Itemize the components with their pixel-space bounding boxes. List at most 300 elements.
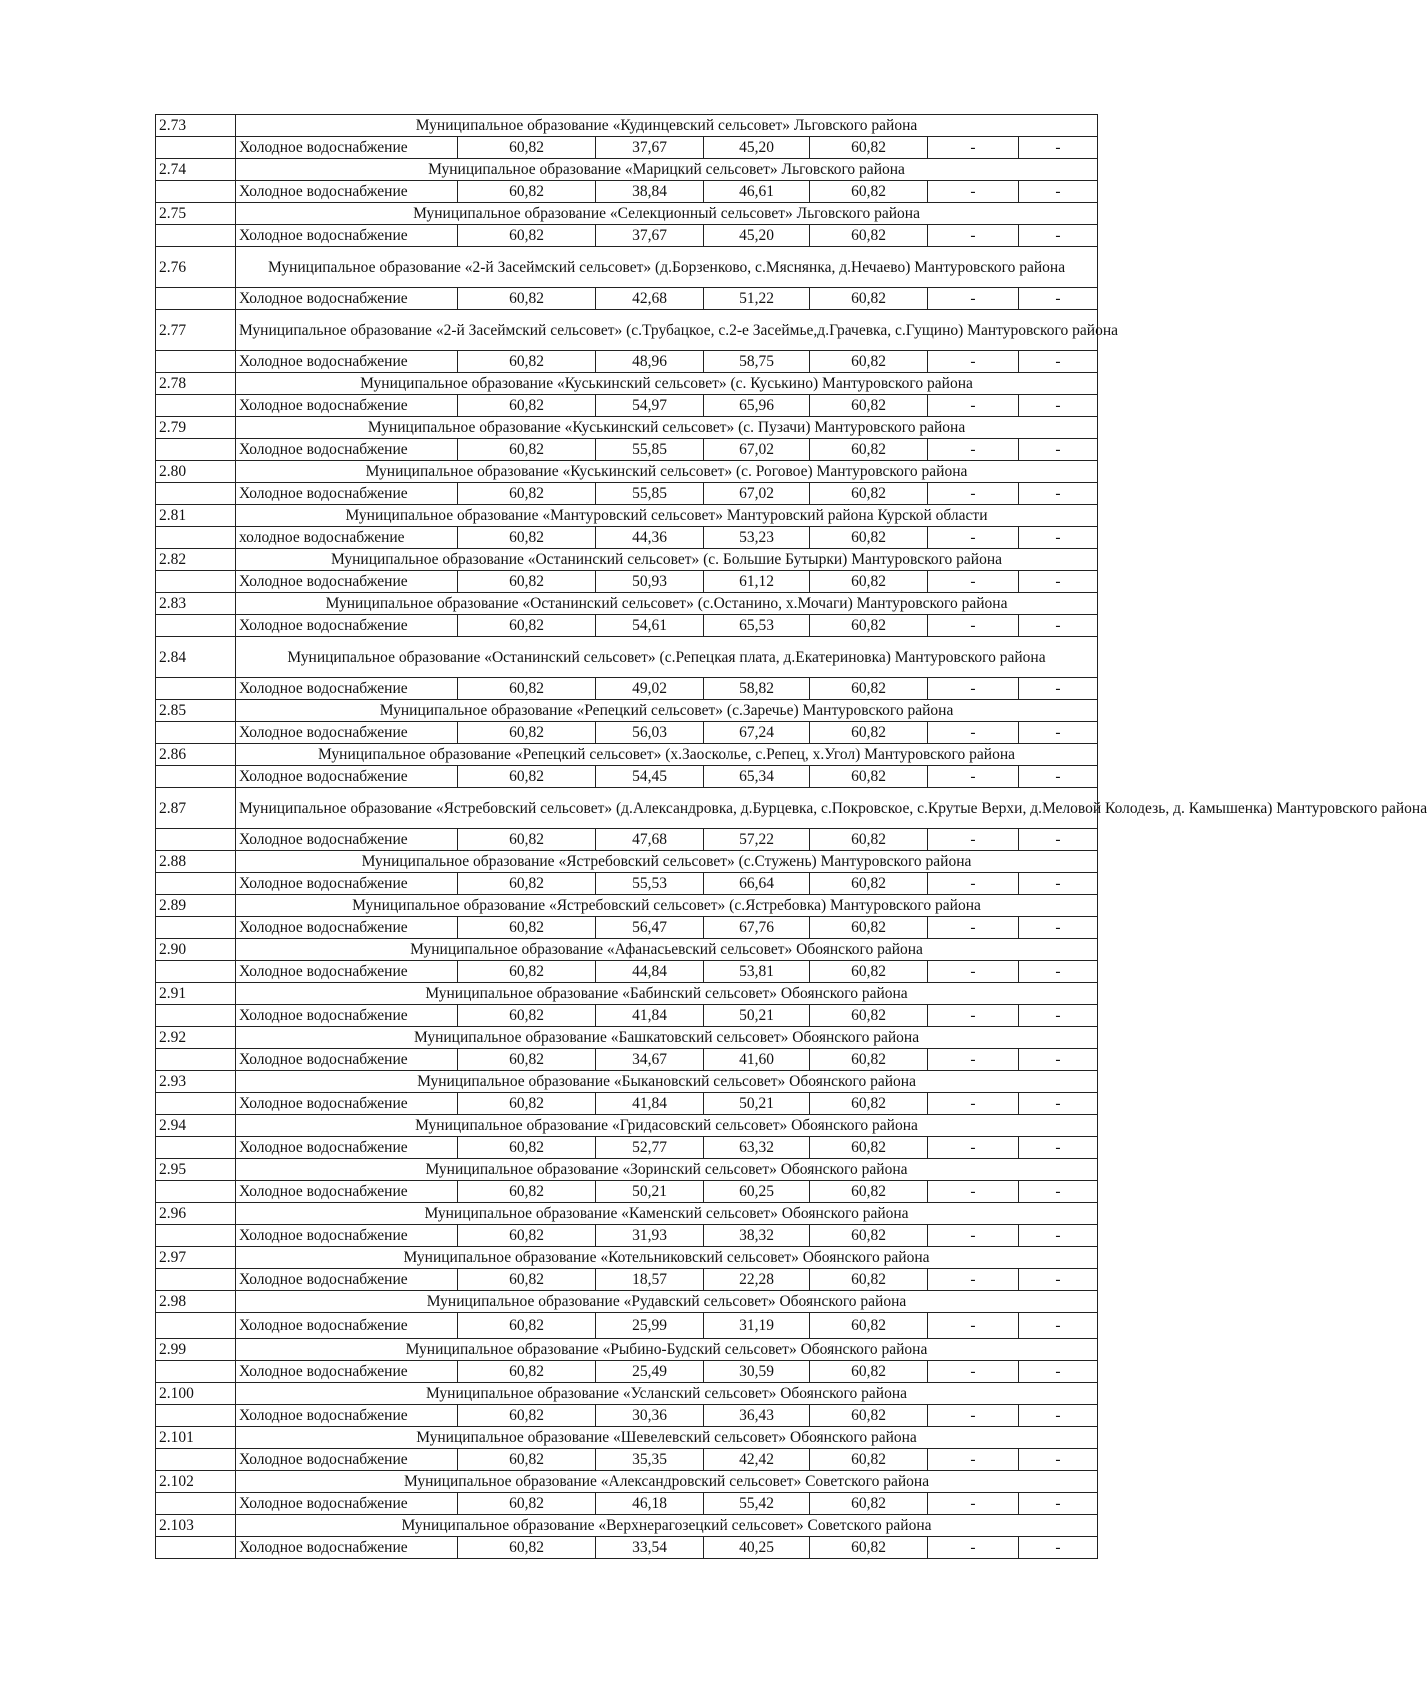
tariff-value: 41,84 bbox=[596, 1093, 704, 1115]
empty-cell bbox=[156, 1181, 236, 1203]
tariff-value: 60,82 bbox=[810, 722, 928, 744]
tariff-value: 60,82 bbox=[458, 527, 596, 549]
item-number: 2.96 bbox=[156, 1203, 236, 1225]
tariff-value: 41,84 bbox=[596, 1005, 704, 1027]
tariff-value: 60,82 bbox=[458, 1405, 596, 1427]
tariff-value: 58,75 bbox=[704, 351, 810, 373]
tariff-value: 51,22 bbox=[704, 288, 810, 310]
tariff-value: 44,36 bbox=[596, 527, 704, 549]
section-header-row bbox=[156, 593, 1098, 615]
dash-value: - bbox=[1019, 1005, 1098, 1027]
service-label: Холодное водоснабжение bbox=[236, 722, 458, 744]
tariff-value: 36,43 bbox=[704, 1405, 810, 1427]
dash-value: - bbox=[928, 1049, 1019, 1071]
item-number: 2.79 bbox=[156, 417, 236, 439]
section-header-row bbox=[156, 1071, 1098, 1093]
tariff-value: 60,82 bbox=[458, 1313, 596, 1339]
item-number: 2.91 bbox=[156, 983, 236, 1005]
dash-value: - bbox=[1019, 961, 1098, 983]
tariff-value: 47,68 bbox=[596, 829, 704, 851]
dash-value: - bbox=[928, 1225, 1019, 1247]
tariff-value: 60,82 bbox=[810, 1537, 928, 1559]
empty-cell bbox=[156, 288, 236, 310]
empty-cell bbox=[156, 483, 236, 505]
dash-value: - bbox=[928, 1361, 1019, 1383]
dash-value: - bbox=[1019, 1361, 1098, 1383]
tariff-value: 60,82 bbox=[458, 917, 596, 939]
municipality-title: Муниципальное образование «Кудинцевский сельсовет» Льговского района bbox=[236, 115, 1098, 137]
tariff-value: 31,93 bbox=[596, 1225, 704, 1247]
tariff-value: 60,82 bbox=[810, 1049, 928, 1071]
item-number: 2.77 bbox=[156, 310, 236, 351]
tariff-value: 60,82 bbox=[458, 1361, 596, 1383]
tariff-value: 60,82 bbox=[458, 1449, 596, 1471]
tariff-value: 45,20 bbox=[704, 225, 810, 247]
tariff-value: 60,82 bbox=[810, 1005, 928, 1027]
service-label: холодное водоснабжение bbox=[236, 527, 458, 549]
empty-cell bbox=[156, 181, 236, 203]
tariff-value: 60,82 bbox=[458, 571, 596, 593]
tariff-value: 67,02 bbox=[704, 483, 810, 505]
municipality-title: Муниципальное образование «Быкановский сельсовет» Обоянского района bbox=[236, 1071, 1098, 1093]
section-header-row bbox=[156, 1515, 1098, 1537]
tariff-value: 60,82 bbox=[458, 351, 596, 373]
tariff-value: 60,82 bbox=[458, 1269, 596, 1291]
service-label: Холодное водоснабжение bbox=[236, 678, 458, 700]
tariff-value: 60,82 bbox=[810, 1181, 928, 1203]
empty-cell bbox=[156, 1093, 236, 1115]
tariff-row bbox=[156, 439, 1098, 461]
tariff-row bbox=[156, 615, 1098, 637]
tariff-value: 60,82 bbox=[458, 1005, 596, 1027]
dash-value: - bbox=[1019, 137, 1098, 159]
tariff-value: 60,82 bbox=[458, 1537, 596, 1559]
section-header-row bbox=[156, 1291, 1098, 1313]
municipality-title: Муниципальное образование «Останинский сельсовет» (с.Репецкая плата, д.Екатериновка) Мантуровского района bbox=[236, 637, 1098, 678]
tariff-value: 50,21 bbox=[704, 1005, 810, 1027]
tariff-value: 65,53 bbox=[704, 615, 810, 637]
tariff-value: 60,82 bbox=[810, 961, 928, 983]
tariff-value: 41,60 bbox=[704, 1049, 810, 1071]
item-number: 2.89 bbox=[156, 895, 236, 917]
dash-value: - bbox=[1019, 722, 1098, 744]
service-label: Холодное водоснабжение bbox=[236, 1313, 458, 1339]
dash-value: - bbox=[928, 288, 1019, 310]
tariff-value: 50,21 bbox=[704, 1093, 810, 1115]
tariff-value: 37,67 bbox=[596, 137, 704, 159]
tariff-value: 55,42 bbox=[704, 1493, 810, 1515]
tariff-row bbox=[156, 917, 1098, 939]
municipality-title: Муниципальное образование «Останинский сельсовет» (с. Большие Бутырки) Мантуровского района bbox=[236, 549, 1098, 571]
section-header-row bbox=[156, 417, 1098, 439]
empty-cell bbox=[156, 1269, 236, 1291]
municipality-title: Муниципальное образование «Зоринский сельсовет» Обоянского района bbox=[236, 1159, 1098, 1181]
section-header-row bbox=[156, 1027, 1098, 1049]
service-label: Холодное водоснабжение bbox=[236, 181, 458, 203]
tariff-value: 50,21 bbox=[596, 1181, 704, 1203]
service-label: Холодное водоснабжение bbox=[236, 873, 458, 895]
municipality-title: Муниципальное образование «Куськинский сельсовет» (с. Куськино) Мантуровского района bbox=[236, 373, 1098, 395]
municipality-title: Муниципальное образование «Марицкий сельсовет» Льговского района bbox=[236, 159, 1098, 181]
tariff-value: 66,64 bbox=[704, 873, 810, 895]
tariff-value: 38,32 bbox=[704, 1225, 810, 1247]
tariff-value: 37,67 bbox=[596, 225, 704, 247]
tariff-value: 42,42 bbox=[704, 1449, 810, 1471]
tariff-row bbox=[156, 1449, 1098, 1471]
empty-cell bbox=[156, 1313, 236, 1339]
tariff-value: 45,20 bbox=[704, 137, 810, 159]
tariff-value: 60,82 bbox=[458, 395, 596, 417]
empty-cell bbox=[156, 615, 236, 637]
item-number: 2.88 bbox=[156, 851, 236, 873]
service-label: Холодное водоснабжение bbox=[236, 1181, 458, 1203]
tariff-value: 60,82 bbox=[458, 1493, 596, 1515]
tariff-row bbox=[156, 1049, 1098, 1071]
tariff-value: 42,68 bbox=[596, 288, 704, 310]
tariff-row bbox=[156, 873, 1098, 895]
dash-value: - bbox=[1019, 395, 1098, 417]
item-number: 2.102 bbox=[156, 1471, 236, 1493]
tariff-value: 50,93 bbox=[596, 571, 704, 593]
dash-value: - bbox=[928, 961, 1019, 983]
tariff-value: 38,84 bbox=[596, 181, 704, 203]
dash-value: - bbox=[928, 1493, 1019, 1515]
section-header-row bbox=[156, 203, 1098, 225]
empty-cell bbox=[156, 137, 236, 159]
item-number: 2.73 bbox=[156, 115, 236, 137]
municipality-title: Муниципальное образование «Куськинский сельсовет» (с. Роговое) Мантуровского района bbox=[236, 461, 1098, 483]
dash-value: - bbox=[1019, 571, 1098, 593]
section-header-row bbox=[156, 1159, 1098, 1181]
tariff-value: 65,96 bbox=[704, 395, 810, 417]
tariff-row bbox=[156, 1137, 1098, 1159]
item-number: 2.92 bbox=[156, 1027, 236, 1049]
tariff-row bbox=[156, 1005, 1098, 1027]
municipality-title: Муниципальное образование «Афанасьевский сельсовет» Обоянского района bbox=[236, 939, 1098, 961]
municipality-title: Муниципальное образование «Мантуровский сельсовет» Мантуровский района Курской области bbox=[236, 505, 1098, 527]
item-number: 2.98 bbox=[156, 1291, 236, 1313]
tariff-value: 49,02 bbox=[596, 678, 704, 700]
section-header-row bbox=[156, 983, 1098, 1005]
tariff-value: 60,82 bbox=[458, 873, 596, 895]
tariff-value: 25,49 bbox=[596, 1361, 704, 1383]
dash-value: - bbox=[928, 527, 1019, 549]
service-label: Холодное водоснабжение bbox=[236, 1225, 458, 1247]
dash-value: - bbox=[1019, 1537, 1098, 1559]
section-header-row bbox=[156, 939, 1098, 961]
dash-value: - bbox=[928, 439, 1019, 461]
empty-cell bbox=[156, 961, 236, 983]
item-number: 2.93 bbox=[156, 1071, 236, 1093]
item-number: 2.81 bbox=[156, 505, 236, 527]
dash-value: - bbox=[1019, 1313, 1098, 1339]
dash-value: - bbox=[928, 395, 1019, 417]
dash-value: - bbox=[928, 917, 1019, 939]
municipality-title: Муниципальное образование «Рыбино-Будский сельсовет» Обоянского района bbox=[236, 1339, 1098, 1361]
service-label: Холодное водоснабжение bbox=[236, 1449, 458, 1471]
tariff-value: 48,96 bbox=[596, 351, 704, 373]
item-number: 2.90 bbox=[156, 939, 236, 961]
section-header-row bbox=[156, 247, 1098, 288]
dash-value: - bbox=[1019, 288, 1098, 310]
tariff-value: 67,02 bbox=[704, 439, 810, 461]
tariff-value: 60,82 bbox=[458, 137, 596, 159]
tariff-value: 60,82 bbox=[810, 395, 928, 417]
tariff-row bbox=[156, 483, 1098, 505]
dash-value: - bbox=[1019, 1093, 1098, 1115]
tariff-value: 60,82 bbox=[810, 615, 928, 637]
item-number: 2.76 bbox=[156, 247, 236, 288]
tariff-value: 56,47 bbox=[596, 917, 704, 939]
service-label: Холодное водоснабжение bbox=[236, 615, 458, 637]
empty-cell bbox=[156, 1137, 236, 1159]
section-header-row bbox=[156, 115, 1098, 137]
service-label: Холодное водоснабжение bbox=[236, 395, 458, 417]
item-number: 2.82 bbox=[156, 549, 236, 571]
tariff-value: 60,82 bbox=[810, 439, 928, 461]
tariff-row bbox=[156, 395, 1098, 417]
municipality-title: Муниципальное образование «Александровский сельсовет» Советского района bbox=[236, 1471, 1098, 1493]
tariff-value: 60,82 bbox=[810, 571, 928, 593]
item-number: 2.103 bbox=[156, 1515, 236, 1537]
tariff-value: 60,82 bbox=[458, 1049, 596, 1071]
municipality-title: Муниципальное образование «2-й Засеймский сельсовет» (д.Борзенково, с.Мяснянка, д.Нечаево) Мантуровского района bbox=[236, 247, 1098, 288]
service-label: Холодное водоснабжение bbox=[236, 1493, 458, 1515]
item-number: 2.95 bbox=[156, 1159, 236, 1181]
service-label: Холодное водоснабжение bbox=[236, 1137, 458, 1159]
tariff-value: 60,82 bbox=[810, 1361, 928, 1383]
municipality-title: Муниципальное образование «Бабинский сельсовет» Обоянского района bbox=[236, 983, 1098, 1005]
tariff-value: 60,82 bbox=[810, 1313, 928, 1339]
tariff-value: 60,82 bbox=[810, 678, 928, 700]
municipality-title: Муниципальное образование «Рудавский сельсовет» Обоянского района bbox=[236, 1291, 1098, 1313]
section-header-row bbox=[156, 1339, 1098, 1361]
tariff-row bbox=[156, 722, 1098, 744]
tariff-value: 18,57 bbox=[596, 1269, 704, 1291]
service-label: Холодное водоснабжение bbox=[236, 351, 458, 373]
municipality-title: Муниципальное образование «Репецкий сельсовет» (с.Заречье) Мантуровского района bbox=[236, 700, 1098, 722]
dash-value: - bbox=[928, 1093, 1019, 1115]
service-label: Холодное водоснабжение bbox=[236, 288, 458, 310]
dash-value: - bbox=[928, 678, 1019, 700]
empty-cell bbox=[156, 1049, 236, 1071]
tariff-row bbox=[156, 766, 1098, 788]
tariff-row bbox=[156, 1225, 1098, 1247]
dash-value: - bbox=[1019, 527, 1098, 549]
dash-value: - bbox=[928, 1313, 1019, 1339]
section-header-row bbox=[156, 549, 1098, 571]
tariff-value: 53,23 bbox=[704, 527, 810, 549]
dash-value: - bbox=[928, 483, 1019, 505]
dash-value: - bbox=[1019, 351, 1098, 373]
dash-value: - bbox=[1019, 1137, 1098, 1159]
dash-value: - bbox=[1019, 678, 1098, 700]
dash-value: - bbox=[1019, 1449, 1098, 1471]
tariff-value: 67,24 bbox=[704, 722, 810, 744]
service-label: Холодное водоснабжение bbox=[236, 917, 458, 939]
item-number: 2.84 bbox=[156, 637, 236, 678]
tariff-table bbox=[155, 114, 1427, 1559]
tariff-row bbox=[156, 571, 1098, 593]
dash-value: - bbox=[1019, 1405, 1098, 1427]
municipality-title: Муниципальное образование «Усланский сельсовет» Обоянского района bbox=[236, 1383, 1098, 1405]
tariff-value: 63,32 bbox=[704, 1137, 810, 1159]
tariff-row bbox=[156, 678, 1098, 700]
tariff-row bbox=[156, 225, 1098, 247]
section-header-row bbox=[156, 637, 1098, 678]
item-number: 2.85 bbox=[156, 700, 236, 722]
service-label: Холодное водоснабжение bbox=[236, 961, 458, 983]
tariff-value: 60,82 bbox=[458, 1225, 596, 1247]
dash-value: - bbox=[1019, 829, 1098, 851]
tariff-row bbox=[156, 1093, 1098, 1115]
tariff-row bbox=[156, 829, 1098, 851]
section-header-row bbox=[156, 851, 1098, 873]
empty-cell bbox=[156, 395, 236, 417]
tariff-value: 30,59 bbox=[704, 1361, 810, 1383]
empty-cell bbox=[156, 571, 236, 593]
item-number: 2.97 bbox=[156, 1247, 236, 1269]
tariff-value: 60,82 bbox=[458, 961, 596, 983]
empty-cell bbox=[156, 1405, 236, 1427]
municipality-title: Муниципальное образование «Шевелевский сельсовет» Обоянского района bbox=[236, 1427, 1098, 1449]
dash-value: - bbox=[928, 873, 1019, 895]
section-header-row bbox=[156, 373, 1098, 395]
tariff-value: 33,54 bbox=[596, 1537, 704, 1559]
tariff-row bbox=[156, 1405, 1098, 1427]
tariff-value: 53,81 bbox=[704, 961, 810, 983]
tariff-value: 60,82 bbox=[810, 181, 928, 203]
dash-value: - bbox=[1019, 1225, 1098, 1247]
dash-value: - bbox=[1019, 766, 1098, 788]
dash-value: - bbox=[1019, 181, 1098, 203]
tariff-value: 65,34 bbox=[704, 766, 810, 788]
tariff-value: 60,82 bbox=[810, 1493, 928, 1515]
tariff-value: 60,82 bbox=[810, 1225, 928, 1247]
tariff-value: 60,82 bbox=[458, 722, 596, 744]
tariff-row bbox=[156, 137, 1098, 159]
section-header-row bbox=[156, 159, 1098, 181]
section-header-row bbox=[156, 461, 1098, 483]
empty-cell bbox=[156, 766, 236, 788]
tariff-value: 60,82 bbox=[458, 181, 596, 203]
tariff-value: 34,67 bbox=[596, 1049, 704, 1071]
dash-value: - bbox=[1019, 615, 1098, 637]
tariff-value: 60,82 bbox=[458, 829, 596, 851]
dash-value: - bbox=[928, 1005, 1019, 1027]
dash-value: - bbox=[928, 766, 1019, 788]
service-label: Холодное водоснабжение bbox=[236, 1093, 458, 1115]
item-number: 2.75 bbox=[156, 203, 236, 225]
municipality-title: Муниципальное образование «Ястребовский сельсовет» (с.Ястребовка) Мантуровского района bbox=[236, 895, 1098, 917]
tariff-value: 60,82 bbox=[458, 483, 596, 505]
dash-value: - bbox=[928, 1537, 1019, 1559]
item-number: 2.80 bbox=[156, 461, 236, 483]
empty-cell bbox=[156, 225, 236, 247]
tariff-value: 54,97 bbox=[596, 395, 704, 417]
tariff-value: 55,85 bbox=[596, 439, 704, 461]
dash-value: - bbox=[1019, 225, 1098, 247]
tariff-value: 60,82 bbox=[810, 483, 928, 505]
tariff-value: 60,82 bbox=[810, 1405, 928, 1427]
tariff-value: 60,82 bbox=[458, 288, 596, 310]
tariff-value: 60,82 bbox=[810, 288, 928, 310]
item-number: 2.101 bbox=[156, 1427, 236, 1449]
section-header-row bbox=[156, 1471, 1098, 1493]
dash-value: - bbox=[1019, 1269, 1098, 1291]
tariff-row bbox=[156, 527, 1098, 549]
dash-value: - bbox=[928, 1137, 1019, 1159]
municipality-title: Муниципальное образование «Котельниковский сельсовет» Обоянского района bbox=[236, 1247, 1098, 1269]
dash-value: - bbox=[928, 829, 1019, 851]
service-label: Холодное водоснабжение bbox=[236, 829, 458, 851]
dash-value: - bbox=[1019, 439, 1098, 461]
tariff-value: 60,82 bbox=[810, 225, 928, 247]
municipality-title: Муниципальное образование «Каменский сельсовет» Обоянского района bbox=[236, 1203, 1098, 1225]
tariff-row bbox=[156, 961, 1098, 983]
tariff-value: 60,82 bbox=[810, 829, 928, 851]
service-label: Холодное водоснабжение bbox=[236, 137, 458, 159]
tariff-value: 60,82 bbox=[458, 678, 596, 700]
item-number: 2.83 bbox=[156, 593, 236, 615]
tariff-row bbox=[156, 351, 1098, 373]
tariff-value: 30,36 bbox=[596, 1405, 704, 1427]
service-label: Холодное водоснабжение bbox=[236, 1049, 458, 1071]
item-number: 2.74 bbox=[156, 159, 236, 181]
empty-cell bbox=[156, 1005, 236, 1027]
tariff-value: 61,12 bbox=[704, 571, 810, 593]
dash-value: - bbox=[1019, 1493, 1098, 1515]
municipality-title: Муниципальное образование «Верхнерагозецкий сельсовет» Советского района bbox=[236, 1515, 1098, 1537]
municipality-title: Муниципальное образование «Репецкий сельсовет» (х.Заосколье, с.Репец, х.Угол) Мантуровского района bbox=[236, 744, 1098, 766]
tariff-value: 60,82 bbox=[810, 766, 928, 788]
empty-cell bbox=[156, 722, 236, 744]
tariff-value: 60,82 bbox=[458, 1137, 596, 1159]
tariff-value: 40,25 bbox=[704, 1537, 810, 1559]
dash-value: - bbox=[928, 1181, 1019, 1203]
dash-value: - bbox=[1019, 1049, 1098, 1071]
tariff-value: 25,99 bbox=[596, 1313, 704, 1339]
municipality-title: Муниципальное образование «2-й Засеймский сельсовет» (с.Трубацкое, с.2-е Засеймье,д.Грачевка, с.Гущино) Мантуровского района bbox=[236, 310, 1098, 351]
tariff-value: 60,82 bbox=[810, 527, 928, 549]
empty-cell bbox=[156, 1361, 236, 1383]
service-label: Холодное водоснабжение bbox=[236, 1405, 458, 1427]
tariff-row bbox=[156, 181, 1098, 203]
service-label: Холодное водоснабжение bbox=[236, 1537, 458, 1559]
tariff-value: 60,82 bbox=[810, 1093, 928, 1115]
empty-cell bbox=[156, 1537, 236, 1559]
section-header-row bbox=[156, 700, 1098, 722]
dash-value: - bbox=[1019, 1181, 1098, 1203]
municipality-title: Муниципальное образование «Башкатовский сельсовет» Обоянского района bbox=[236, 1027, 1098, 1049]
dash-value: - bbox=[928, 137, 1019, 159]
service-label: Холодное водоснабжение bbox=[236, 483, 458, 505]
tariff-value: 60,82 bbox=[810, 137, 928, 159]
item-number: 2.94 bbox=[156, 1115, 236, 1137]
dash-value: - bbox=[928, 1269, 1019, 1291]
empty-cell bbox=[156, 1449, 236, 1471]
dash-value: - bbox=[928, 1449, 1019, 1471]
service-label: Холодное водоснабжение bbox=[236, 1005, 458, 1027]
dash-value: - bbox=[928, 181, 1019, 203]
dash-value: - bbox=[928, 615, 1019, 637]
tariff-row bbox=[156, 1537, 1098, 1559]
section-header-row bbox=[156, 310, 1098, 351]
section-header-row bbox=[156, 895, 1098, 917]
tariff-row bbox=[156, 1181, 1098, 1203]
empty-cell bbox=[156, 678, 236, 700]
item-number: 2.99 bbox=[156, 1339, 236, 1361]
